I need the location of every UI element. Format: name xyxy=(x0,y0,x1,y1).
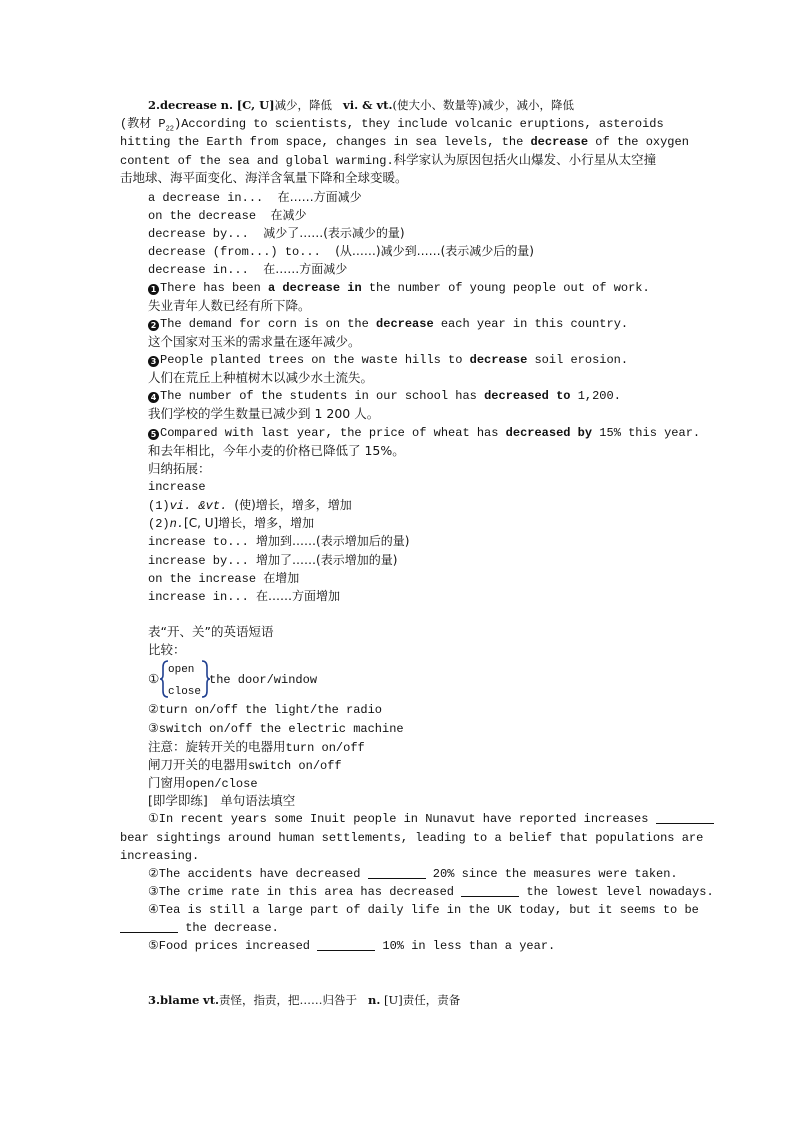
example-text: There has been xyxy=(160,281,261,295)
inc-phrase-1 xyxy=(148,532,409,551)
note-en: switch on/off xyxy=(248,759,342,773)
definition: [C, U]增长，增多，增加 xyxy=(184,516,315,530)
phrase-2 xyxy=(148,206,306,225)
question-text: 10% in less than a year. xyxy=(382,939,556,953)
pos-label: n. xyxy=(169,517,185,531)
phrase-en: on the increase xyxy=(148,572,257,586)
example-number-badge: 4 xyxy=(148,392,159,403)
question-1-line-1 xyxy=(148,810,714,828)
question-text: the lowest level nowadays. xyxy=(526,885,714,899)
example-translation: 失业青年人数已经有所下降。 xyxy=(148,298,311,313)
example-number-badge: 3 xyxy=(148,356,159,367)
inc-phrase-3 xyxy=(148,569,299,588)
bold-term: decreased by xyxy=(505,426,593,440)
question-text: 20% since the measures were taken. xyxy=(432,867,678,881)
question-3 xyxy=(148,883,714,901)
phrase-cn: 在增加 xyxy=(263,571,300,585)
question-text: ⑤Food prices increased xyxy=(148,939,310,953)
example-text: soil erosion. xyxy=(534,353,629,367)
note-1 xyxy=(148,738,365,757)
definition: 责怪，指责，把……归咎于 xyxy=(219,993,358,1007)
answer-blank[interactable] xyxy=(656,811,714,824)
bold-term: decreased to xyxy=(484,389,571,403)
compare-item-2: ②turn on/off the light/the radio xyxy=(148,703,382,717)
phrase-5 xyxy=(148,260,347,279)
translation: 击地球、海平面变化、海洋含氧量下降和全球变暖。 xyxy=(120,170,408,185)
definition: (使)增长，增多，增加 xyxy=(234,498,352,512)
practice-title: [即学即练] 单句语法填空 xyxy=(148,793,296,808)
definition: 减少，降低 xyxy=(274,98,333,112)
textbook-line-3 xyxy=(120,151,656,170)
question-text: ②The accidents have decreased xyxy=(148,867,361,881)
example-translation: 人们在荒丘上种植树木以减少水土流失。 xyxy=(148,370,374,385)
phrase-en: decrease (from...) to... xyxy=(148,245,321,259)
phrase-cn: (从……)减少到……(表示减少后的量) xyxy=(335,244,534,258)
onoff-title: 表“开、关”的英语短语 xyxy=(148,624,274,639)
bold-term: decrease xyxy=(376,317,434,331)
textbook-line-2 xyxy=(120,133,689,151)
example-text: 1,200. xyxy=(577,389,621,403)
question-4-line-2 xyxy=(120,919,279,937)
phrase-cn: 在……方面减少 xyxy=(277,190,362,204)
note-cn: 门窗用 xyxy=(148,775,186,790)
close-word: close xyxy=(168,686,202,698)
pos-label: vi. &vt. xyxy=(169,499,228,513)
sense-number: (2) xyxy=(148,517,170,531)
question-text: ①In recent years some Inuit people in Nunavut have reported increases xyxy=(148,812,649,826)
example-number-badge: 1 xyxy=(148,284,159,295)
entry-number: 2. xyxy=(148,98,161,112)
question-1-line-3: increasing. xyxy=(120,849,200,863)
textbook-text: hitting the Earth from space, changes in sea levels, the xyxy=(120,135,524,149)
example-4 xyxy=(148,387,621,405)
phrase-1 xyxy=(148,188,362,207)
example-translation: 我们学校的学生数量已减少到 1 200 人。 xyxy=(148,406,380,421)
example-text: each year in this country. xyxy=(440,317,629,331)
note-en: open/close xyxy=(185,777,258,791)
phrase-en: decrease by... xyxy=(148,227,249,241)
answer-blank[interactable] xyxy=(368,866,426,879)
pos-label: vi. & vt. xyxy=(343,98,393,112)
compare-num-1: ① xyxy=(148,671,160,686)
example-text: the number of young people out of work. xyxy=(368,281,650,295)
note-cn: 注意：旋转开关的电器用 xyxy=(148,739,286,754)
summary-title: 归纳拓展： xyxy=(148,461,211,476)
inc-phrase-4 xyxy=(148,587,340,606)
phrase-en: a decrease in... xyxy=(148,191,264,205)
compare-item-3: ③switch on/off the electric machine xyxy=(148,722,404,736)
phrase-cn: 减少了……(表示减少的量) xyxy=(263,226,405,240)
headword: decrease xyxy=(160,98,217,112)
answer-blank[interactable] xyxy=(461,884,519,897)
bold-term: a decrease in xyxy=(268,281,362,295)
pos-label: n. xyxy=(220,98,234,112)
question-text: the decrease. xyxy=(185,921,279,935)
phrase-en: increase to... xyxy=(148,535,249,549)
example-text: 15% this year. xyxy=(599,426,701,440)
textbook-page: 22 xyxy=(165,125,175,134)
question-5 xyxy=(148,937,555,955)
question-text: ③The crime rate in this area has decreased xyxy=(148,885,455,899)
entry-number: 3. xyxy=(148,993,161,1007)
phrase-cn: 在减少 xyxy=(270,208,307,222)
phrase-4 xyxy=(148,242,534,261)
increase-word: increase xyxy=(148,480,206,494)
example-5 xyxy=(148,424,700,442)
question-1-line-2: bear sightings around human settlements, leading to a belief that populations are xyxy=(120,831,704,845)
bold-term: decrease xyxy=(530,135,589,149)
answer-blank[interactable] xyxy=(120,920,178,933)
textbook-text: )According to scientists, they include volcanic eruptions, asteroids xyxy=(174,117,664,131)
example-number-badge: 5 xyxy=(148,429,159,440)
example-text: The number of the students in our school has xyxy=(160,389,477,403)
door-window-object: the door/window xyxy=(209,673,318,687)
sense-number: (1) xyxy=(148,499,170,513)
example-text: Compared with last year, the price of wheat has xyxy=(160,426,499,440)
increase-sense-2 xyxy=(148,514,314,533)
open-word: open xyxy=(168,664,195,676)
example-text: People planted trees on the waste hills to xyxy=(160,353,463,367)
example-text: The demand for corn is on the xyxy=(160,317,369,331)
answer-blank[interactable] xyxy=(317,938,375,951)
phrase-en: increase in... xyxy=(148,590,249,604)
phrase-en: decrease in... xyxy=(148,263,249,277)
pos-label: vt. xyxy=(203,993,220,1007)
example-translation: 和去年相比，今年小麦的价格已降低了 15%。 xyxy=(148,443,405,458)
textbook-text: of the oxygen xyxy=(595,135,689,149)
phrase-en: increase by... xyxy=(148,554,249,568)
question-4-line-1: ④Tea is still a large part of daily life in the UK today, but it seems to be xyxy=(148,903,699,917)
textbook-ref: (教材 P xyxy=(120,117,166,131)
question-2 xyxy=(148,865,678,883)
phrase-3 xyxy=(148,224,405,243)
note-3 xyxy=(148,774,258,793)
headword: blame xyxy=(160,993,200,1007)
phrase-cn: 增加了……(表示增加的量) xyxy=(256,553,398,567)
example-number-badge: 2 xyxy=(148,320,159,331)
example-2 xyxy=(148,315,628,333)
entry-3-heading xyxy=(148,991,460,1009)
example-translation: 这个国家对玉米的需求量在逐年减少。 xyxy=(148,334,361,349)
translation: 科学家认为原因包括火山爆发、小行星从太空撞 xyxy=(393,152,657,167)
inc-phrase-2 xyxy=(148,551,397,570)
phrase-cn: 在……方面增加 xyxy=(256,589,341,603)
compare-label: 比较： xyxy=(148,642,186,657)
phrase-cn: 增加到……(表示增加后的量) xyxy=(256,534,410,548)
pos-label: n. xyxy=(368,993,381,1007)
grammar-label: [C, U] xyxy=(236,98,275,112)
note-en: turn on/off xyxy=(285,741,365,755)
entry-2-heading xyxy=(148,96,574,114)
increase-sense-1 xyxy=(148,496,352,515)
definition: (使大小、数量等)减少，减小，降低 xyxy=(392,98,574,112)
phrase-en: on the decrease xyxy=(148,209,257,223)
note-cn: 闸刀开关的电器用 xyxy=(148,757,249,772)
example-1 xyxy=(148,279,650,297)
phrase-cn: 在……方面减少 xyxy=(263,262,348,276)
definition: [U]责任，责备 xyxy=(384,993,461,1007)
textbook-text: content of the sea and global warming. xyxy=(120,154,394,168)
bold-term: decrease xyxy=(469,353,528,367)
example-3 xyxy=(148,351,628,369)
note-2 xyxy=(148,756,342,775)
